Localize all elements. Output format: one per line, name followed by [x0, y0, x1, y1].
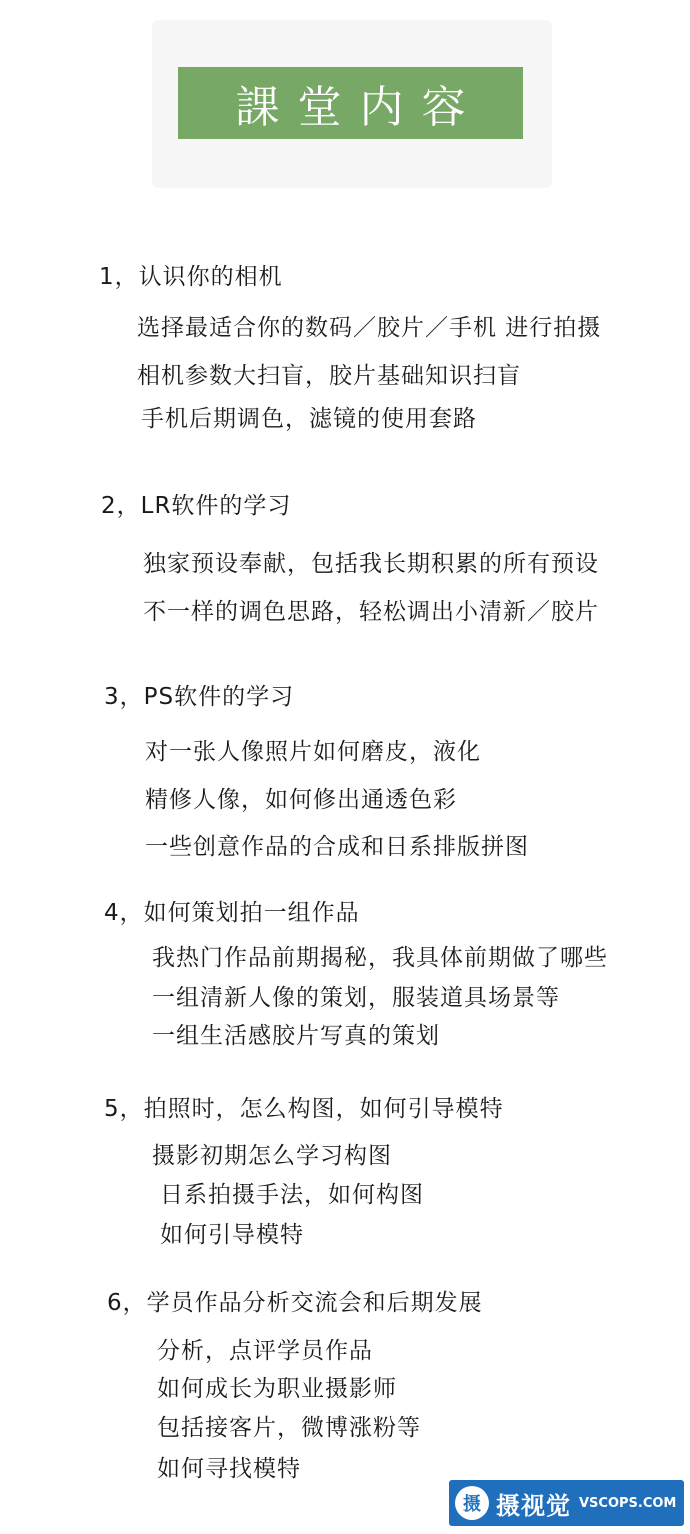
section-item: 对一张人像照片如何磨皮，液化 [145, 739, 481, 765]
camera-logo-icon [455, 1486, 489, 1520]
section-item: 日系拍摄手法，如何构图 [160, 1182, 424, 1208]
section-heading: 5，拍照时，怎么构图，如何引导模特 [104, 1096, 504, 1122]
section-item: 一组清新人像的策划，服装道具场景等 [152, 985, 560, 1011]
section-item: 我热门作品前期揭秘，我具体前期做了哪些 [152, 945, 608, 971]
section-item: 如何引导模特 [160, 1222, 304, 1248]
section-heading: 6，学员作品分析交流会和后期发展 [107, 1290, 483, 1316]
section-item: 一些创意作品的合成和日系排版拼图 [145, 834, 529, 860]
logo-glyph: 摄 [463, 1494, 481, 1515]
section-item: 一组生活感胶片写真的策划 [152, 1023, 440, 1049]
section-heading: 1，认识你的相机 [99, 264, 283, 290]
section-item: 如何寻找模特 [157, 1456, 301, 1482]
title-banner [178, 67, 523, 139]
section-item: 选择最适合你的数码／胶片／手机 进行拍摄 [137, 315, 602, 341]
section-item: 如何成长为职业摄影师 [157, 1376, 397, 1402]
watermark-domain: VSCOPS.COM [579, 1495, 677, 1511]
section-heading: 3，PS软件的学习 [104, 684, 295, 710]
section-item: 独家预设奉献，包括我长期积累的所有预设 [143, 551, 599, 577]
section-item: 相机参数大扫盲，胶片基础知识扫盲 [137, 363, 521, 389]
page-title: 課堂内容 [235, 82, 484, 133]
section-item: 包括接客片，微博涨粉等 [157, 1415, 421, 1441]
section-item: 不一样的调色思路，轻松调出小清新／胶片 [143, 599, 599, 625]
section-item: 摄影初期怎么学习构图 [152, 1143, 392, 1169]
section-item: 分析，点评学员作品 [157, 1338, 373, 1364]
watermark-name: 摄视觉 [496, 1491, 571, 1520]
watermark-badge [449, 1480, 684, 1526]
section-item: 手机后期调色，滤镜的使用套路 [141, 406, 477, 432]
section-heading: 2，LR软件的学习 [101, 493, 292, 519]
section-item: 精修人像，如何修出通透色彩 [145, 787, 457, 813]
section-heading: 4，如何策划拍一组作品 [104, 900, 360, 926]
